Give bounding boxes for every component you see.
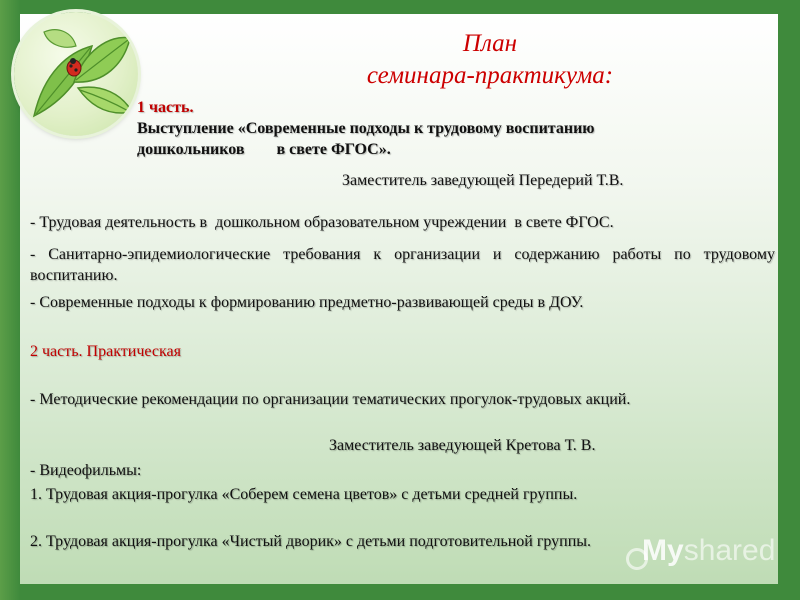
page-title: [300, 28, 680, 92]
title-line-1: План: [462, 30, 518, 57]
part1-intro-line2: дошкольников в свете ФГОС».: [137, 141, 391, 158]
part1-speaker: Заместитель заведующей Передерий Т.В.: [342, 172, 624, 189]
topic-3: - Современные подходы к формированию предметно-развивающей среды в ДОУ.: [30, 294, 584, 311]
part2-recommendations: - Методические рекомендации по организации тематических прогулок-трудовых акций.: [30, 391, 631, 408]
videos-heading: - Видеофильмы:: [30, 462, 142, 479]
topic-1: - Трудовая деятельность в дошкольном образовательном учреждении в свете ФГОС.: [30, 214, 614, 231]
watermark-brand-rest: shared: [683, 534, 776, 567]
part2-speaker: Заместитель заведующей Кретова Т. В.: [329, 437, 596, 454]
part1-intro-line1: Выступление «Современные подходы к трудовому воспитанию: [137, 120, 595, 137]
topic-2: - Санитарно-эпидемиологические требования к организации и содержанию работы по трудовому воспитанию.: [30, 246, 775, 284]
part2-heading: 2 часть. Практическая: [30, 343, 181, 360]
watermark: [642, 534, 775, 568]
title-line-2: семинара-практикума:: [366, 62, 614, 89]
video-1: 1. Трудовая акция-прогулка «Соберем семена цветов» с детьми средней группы.: [30, 486, 578, 503]
leaves-with-ladybug-icon: [14, 12, 138, 136]
watermark-brand-my: My: [642, 534, 684, 567]
part1-heading: 1 часть.: [137, 99, 194, 116]
video-2: 2. Трудовая акция-прогулка «Чистый дворик» с детьми подготовительной группы.: [30, 533, 592, 550]
